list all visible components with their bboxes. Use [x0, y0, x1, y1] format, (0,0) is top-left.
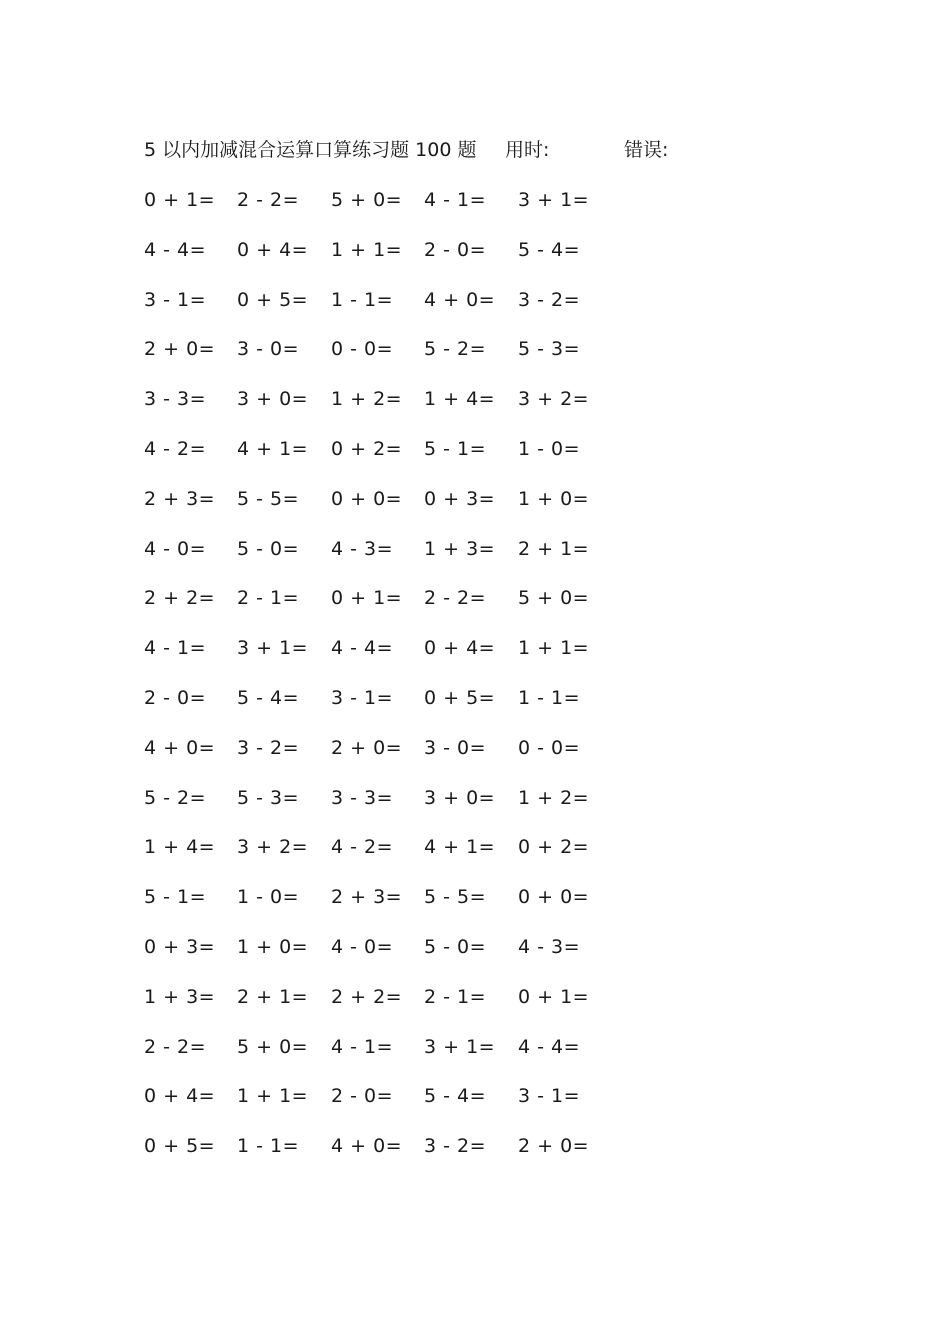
errors-label: 错误: [624, 139, 669, 161]
arithmetic-problem: 2 + 0= [518, 1135, 590, 1158]
arithmetic-problem: 2 + 1= [237, 985, 309, 1008]
arithmetic-problem: 1 - 1= [518, 686, 581, 709]
arithmetic-problem: 1 + 4= [424, 388, 496, 411]
arithmetic-problem: 3 + 1= [424, 1035, 496, 1058]
arithmetic-problem: 5 - 0= [237, 537, 300, 560]
arithmetic-problem: 1 + 1= [518, 637, 590, 660]
arithmetic-problem: 0 + 5= [424, 686, 496, 709]
arithmetic-problem: 2 + 0= [144, 338, 216, 361]
arithmetic-problem: 0 + 5= [237, 288, 309, 311]
arithmetic-problem: 2 + 2= [331, 985, 403, 1008]
arithmetic-problem: 1 + 2= [331, 388, 403, 411]
arithmetic-problem: 4 - 0= [144, 537, 207, 560]
arithmetic-problem: 5 + 0= [331, 189, 403, 211]
arithmetic-problem: 3 + 2= [518, 388, 590, 411]
arithmetic-problem: 5 + 0= [518, 587, 590, 610]
arithmetic-problem: 1 - 0= [237, 886, 300, 909]
arithmetic-problem: 5 - 1= [144, 886, 207, 909]
arithmetic-problem: 5 - 5= [237, 487, 300, 510]
arithmetic-problem: 5 - 1= [424, 437, 487, 460]
arithmetic-problem: 4 + 0= [144, 736, 216, 759]
arithmetic-problem: 4 - 4= [518, 1035, 581, 1058]
arithmetic-problem: 2 - 1= [237, 587, 300, 610]
arithmetic-problem: 3 - 2= [237, 736, 300, 759]
arithmetic-problem: 4 - 2= [144, 437, 207, 460]
arithmetic-problem: 4 + 0= [424, 288, 496, 311]
arithmetic-problem: 3 - 0= [237, 338, 300, 361]
arithmetic-problem: 4 - 1= [424, 189, 487, 211]
arithmetic-problem: 1 + 3= [144, 985, 216, 1008]
arithmetic-problem: 3 - 2= [518, 288, 581, 311]
arithmetic-problem: 0 + 3= [424, 487, 496, 510]
arithmetic-problem: 0 + 2= [331, 437, 403, 460]
arithmetic-problem: 5 - 0= [424, 935, 487, 958]
arithmetic-problem: 2 - 0= [424, 238, 487, 261]
arithmetic-problem: 4 - 0= [331, 935, 394, 958]
arithmetic-problem: 3 + 1= [518, 189, 590, 211]
arithmetic-problem: 5 - 4= [424, 1085, 487, 1108]
arithmetic-problem: 3 + 1= [237, 637, 309, 660]
arithmetic-problem: 0 + 4= [144, 1085, 216, 1108]
arithmetic-problem: 4 + 0= [331, 1135, 403, 1158]
arithmetic-problem: 3 - 0= [424, 736, 487, 759]
arithmetic-problem: 0 + 0= [331, 487, 403, 510]
arithmetic-problem: 2 + 3= [331, 886, 403, 909]
arithmetic-problem: 0 - 0= [518, 736, 581, 759]
arithmetic-problem: 3 + 0= [237, 388, 309, 411]
arithmetic-problem: 3 - 1= [144, 288, 207, 311]
arithmetic-problem: 5 - 2= [424, 338, 487, 361]
arithmetic-problem: 2 - 2= [237, 189, 300, 211]
time-used-label: 用时: [505, 139, 550, 161]
arithmetic-problem: 4 - 4= [331, 637, 394, 660]
arithmetic-problem: 1 + 0= [237, 935, 309, 958]
arithmetic-problem: 3 - 1= [331, 686, 394, 709]
arithmetic-problem: 1 + 1= [237, 1085, 309, 1108]
arithmetic-problem: 0 + 1= [518, 985, 590, 1008]
arithmetic-problem: 5 - 3= [518, 338, 581, 361]
arithmetic-problem: 5 + 0= [237, 1035, 309, 1058]
arithmetic-problem: 4 - 2= [331, 836, 394, 859]
arithmetic-problem: 0 - 0= [331, 338, 394, 361]
arithmetic-problem: 0 + 3= [144, 935, 216, 958]
arithmetic-problem: 1 - 1= [331, 288, 394, 311]
arithmetic-problem: 5 - 4= [237, 686, 300, 709]
arithmetic-problem: 2 - 2= [144, 1035, 207, 1058]
arithmetic-problem: 3 + 0= [424, 786, 496, 809]
arithmetic-problem: 1 + 2= [518, 786, 590, 809]
arithmetic-problem: 2 + 0= [331, 736, 403, 759]
arithmetic-problem: 1 + 3= [424, 537, 496, 560]
arithmetic-problem: 4 - 3= [331, 537, 394, 560]
arithmetic-problem: 0 + 4= [237, 238, 309, 261]
arithmetic-problem: 4 + 1= [237, 437, 309, 460]
arithmetic-problem: 5 - 2= [144, 786, 207, 809]
arithmetic-problem: 4 + 1= [424, 836, 496, 859]
arithmetic-problem: 2 - 0= [331, 1085, 394, 1108]
arithmetic-problem: 3 - 3= [331, 786, 394, 809]
arithmetic-problem: 4 - 1= [144, 637, 207, 660]
arithmetic-problem: 3 - 1= [518, 1085, 581, 1108]
arithmetic-problem: 1 - 1= [237, 1135, 300, 1158]
arithmetic-problem: 5 - 5= [424, 886, 487, 909]
arithmetic-problem: 2 - 1= [424, 985, 487, 1008]
arithmetic-problem: 2 - 0= [144, 686, 207, 709]
arithmetic-problem: 2 + 1= [518, 537, 590, 560]
arithmetic-problem: 3 - 3= [144, 388, 207, 411]
arithmetic-problem: 5 - 4= [518, 238, 581, 261]
arithmetic-problem: 0 + 2= [518, 836, 590, 859]
arithmetic-problem: 0 + 5= [144, 1135, 216, 1158]
arithmetic-problem: 2 - 2= [424, 587, 487, 610]
arithmetic-problem: 1 + 4= [144, 836, 216, 859]
arithmetic-problem: 4 - 4= [144, 238, 207, 261]
arithmetic-problem: 1 + 1= [331, 238, 403, 261]
arithmetic-problem: 1 - 0= [518, 437, 581, 460]
arithmetic-problem: 3 + 2= [237, 836, 309, 859]
arithmetic-problem: 3 - 2= [424, 1135, 487, 1158]
arithmetic-problem: 4 - 1= [331, 1035, 394, 1058]
arithmetic-problem: 2 + 3= [144, 487, 216, 510]
arithmetic-problem: 5 - 3= [237, 786, 300, 809]
arithmetic-problem: 0 + 1= [144, 189, 216, 211]
arithmetic-problem: 0 + 0= [518, 886, 590, 909]
arithmetic-problem: 1 + 0= [518, 487, 590, 510]
worksheet-title: 5 以内加减混合运算口算练习题 100 题 [144, 139, 477, 161]
arithmetic-problem: 4 - 3= [518, 935, 581, 958]
arithmetic-problem: 0 + 4= [424, 637, 496, 660]
arithmetic-problem: 0 + 1= [331, 587, 403, 610]
arithmetic-problem: 2 + 2= [144, 587, 216, 610]
